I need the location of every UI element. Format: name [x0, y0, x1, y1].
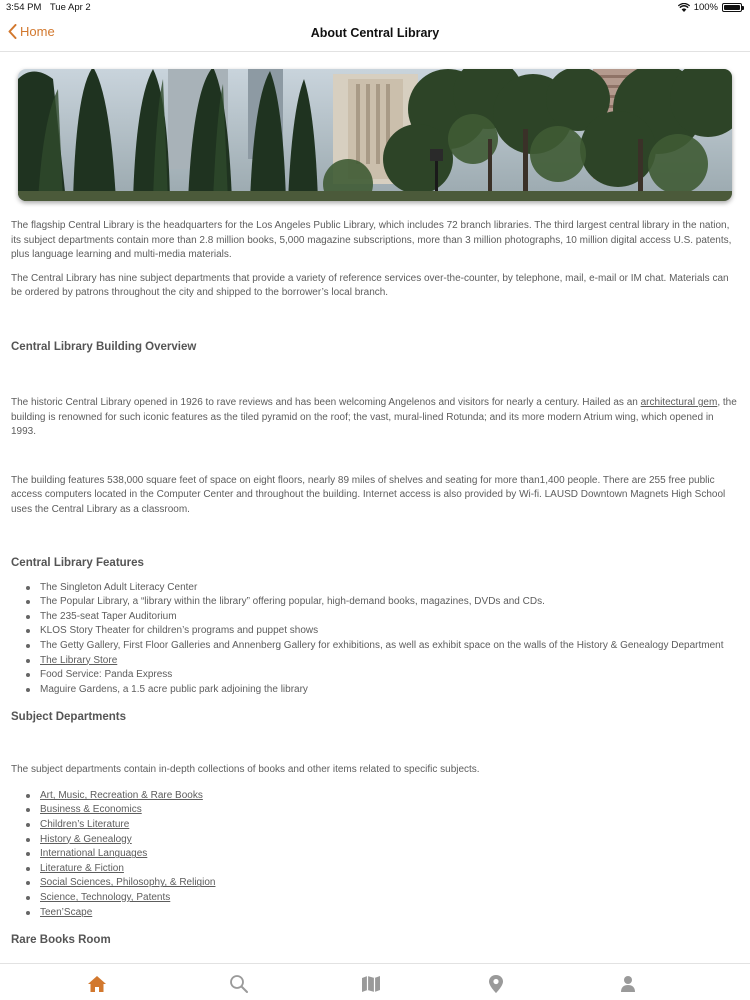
subject-link[interactable]: Social Sciences, Philosophy, & Religion — [40, 877, 216, 889]
section-heading-overview: Central Library Building Overview — [11, 340, 197, 353]
architectural-gem-link[interactable]: architectural gem — [640, 396, 718, 408]
navigation-bar — [0, 16, 750, 52]
subject-link[interactable]: Children’s Literature — [40, 819, 130, 831]
subject-link[interactable]: Business & Economics — [40, 804, 142, 816]
list-item: The Popular Library, a “library within the library” offering popular, high-demand books, magazines, DVDs and CDs. — [25, 595, 739, 610]
hero-image — [18, 69, 732, 201]
subject-link[interactable]: Literature & Fiction — [40, 862, 124, 874]
subjects-intro: The subject departments contain in-depth collections of books and other items related to specific subjects. — [11, 764, 480, 776]
status-date: Tue Apr 2 — [49, 2, 91, 13]
search-icon — [229, 974, 249, 994]
overview-paragraph-1 — [11, 396, 739, 440]
overview-paragraph-1-text: The historic Central Library opened in 1926 to rave reviews and has been welcoming Angelenos and visitors for nearly a century. Hailed as an — [11, 396, 641, 408]
list-item: Maguire Gardens, a 1.5 acre public park adjoining the library — [25, 683, 739, 698]
list-item: The 235-seat Taper Auditorium — [25, 610, 739, 625]
list-item: The Getty Gallery, First Floor Galleries and Annenberg Gallery for exhibitions, as well as exhibit space on the walls of the History & Genealogy Department — [25, 639, 739, 654]
tab-bar — [0, 963, 750, 1000]
status-time: 3:54 PM — [6, 2, 42, 13]
section-heading-rare-books: Rare Books Room — [11, 934, 111, 947]
list-item: The Singleton Adult Literacy Center — [25, 581, 739, 596]
tab-map[interactable] — [359, 972, 383, 996]
status-bar — [0, 0, 750, 16]
back-button-label: Home — [20, 24, 55, 39]
home-icon — [87, 975, 107, 993]
list-item-link — [25, 654, 739, 669]
overview-paragraph-1-text-end: , the building is renowned for such iconic features as the tiled pyramid on the roof; the vast, mural-lined Rotunda; and its more modern Atrium wing, which opened in 1993. — [11, 396, 737, 438]
section-heading-features: Central Library Features — [11, 556, 144, 569]
intro-paragraph-1: The flagship Central Library is the headquarters for the Los Angeles Public Library, which includes 72 branch libraries. The third largest central library in the nation, its subject departments contain more than 2.8 million books, 5,000 magazine subscriptions, more than 3 million photographs, 10 million digital access U.S. patents, plus language learning and multi-media materials. — [11, 220, 732, 261]
subjects-list — [11, 789, 739, 920]
library-store-link[interactable]: The Library Store — [40, 654, 118, 666]
list-item: Food Service: Panda Express — [25, 668, 739, 683]
tab-account[interactable] — [616, 972, 640, 996]
battery-icon — [722, 3, 742, 12]
list-item-link — [25, 891, 739, 906]
subject-link[interactable]: Teen’Scape — [40, 906, 93, 918]
subject-link[interactable]: Art, Music, Recreation & Rare Books — [40, 789, 203, 801]
battery-percent: 100% — [693, 2, 718, 13]
list-item-link — [25, 803, 739, 818]
list-item-link — [25, 818, 739, 833]
tab-home[interactable] — [85, 972, 109, 996]
tab-locations[interactable] — [484, 972, 508, 996]
subject-link[interactable]: International Languages — [40, 848, 148, 860]
intro-paragraph-2: The Central Library has nine subject departments that provide a variety of reference services over-the-counter, by telephone, mail, e-mail or IM chat. Materials can be ordered by patrons throughout the city and shipped to the borrower’s local branch. — [11, 272, 729, 299]
subject-link[interactable]: Science, Technology, Patents — [40, 892, 171, 904]
content-scroll-view[interactable] — [0, 53, 750, 963]
map-icon — [361, 975, 381, 993]
wifi-icon — [678, 3, 690, 12]
overview-paragraph-2: The building features 538,000 square feet of space on eight floors, nearly 89 miles of shelves and seating for more than1,400 people. There are 255 free public access computers located in the Computer Center and throughout the building. Internet access is also provided by Wi-fi. LAUSD Downtown Magnets High School uses the Central Library as a classroom. — [11, 474, 726, 515]
location-pin-icon — [488, 974, 504, 994]
list-item-link — [25, 847, 739, 862]
list-item-link — [25, 876, 739, 891]
section-heading-subjects: Subject Departments — [11, 711, 127, 724]
features-list — [11, 581, 739, 698]
tab-search[interactable] — [227, 972, 251, 996]
list-item-link — [25, 906, 739, 921]
list-item-link — [25, 862, 739, 877]
profile-icon — [620, 975, 636, 993]
list-item: KLOS Story Theater for children’s programs and puppet shows — [25, 624, 739, 639]
list-item-link — [25, 833, 739, 848]
list-item-link — [25, 789, 739, 804]
page-title: About Central Library — [310, 26, 440, 40]
subject-link[interactable]: History & Genealogy — [40, 833, 132, 845]
